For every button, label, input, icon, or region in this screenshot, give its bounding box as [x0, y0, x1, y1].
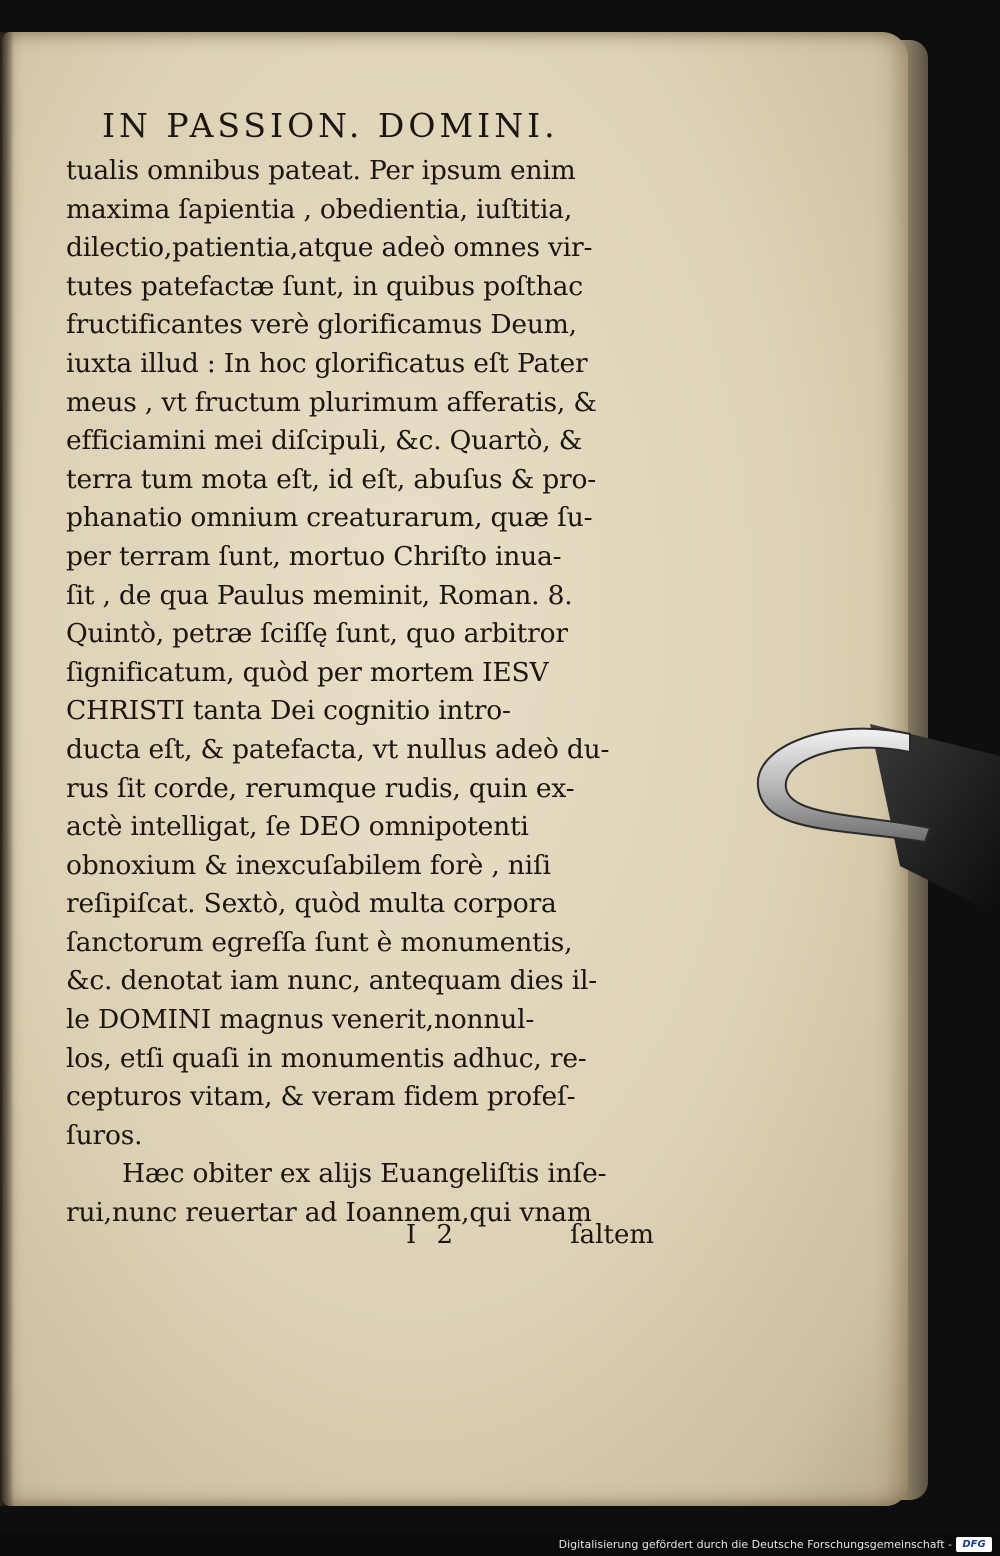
text-line: &c. denotat iam nunc, antequam dies il- — [66, 965, 598, 997]
clip-bar — [870, 724, 1000, 916]
text-line: fructificantes verè glorificamus Deum, — [66, 309, 577, 341]
page-text — [66, 104, 666, 1233]
text-line: per terram ſunt, mortuo Chriſto inua- — [66, 540, 562, 572]
text-line: tutes patefactæ ſunt, in quibus poſthac — [66, 270, 583, 302]
text-line: actè intelligat, ſe DEO omnipotenti — [66, 811, 529, 843]
text-line: meus , vt fructum plurimum afferatis, & — [66, 386, 597, 418]
text-line: ſit , de qua Paulus meminit, Roman. 8. — [66, 579, 573, 611]
footer-bar — [0, 1534, 1000, 1556]
page-clip — [750, 716, 1000, 926]
text-line: los, etſi quaſi in monumentis adhuc, re- — [66, 1042, 587, 1074]
text-line: cepturos vitam, & veram fidem profeſ- — [66, 1081, 576, 1113]
text-line: Hæc obiter ex alijs Euangeliſtis inſe- — [122, 1158, 607, 1190]
dfg-logo: DFG — [956, 1537, 992, 1552]
text-line: terra tum mota eſt, id eſt, abuſus & pro- — [66, 463, 597, 495]
text-line: phanatio omnium creaturarum, quæ ſu- — [66, 502, 593, 534]
text-line: tualis omnibus pateat. Per ipsum enim — [66, 155, 576, 186]
text-line: ſuros. — [66, 1119, 143, 1151]
text-line: ſanctorum egreſſa ſunt è monumentis, — [66, 926, 573, 958]
text-line: rus ſit corde, rerumque rudis, quin ex- — [66, 772, 575, 804]
paragraph-1 — [66, 152, 666, 1155]
catchword: ſaltem — [570, 1220, 654, 1250]
signature-mark: I 2 — [406, 1220, 460, 1250]
running-head: IN PASSION. DOMINI. — [102, 106, 559, 145]
text-line: efficiamini mei diſcipuli, &c. Quartò, & — [66, 425, 583, 457]
text-line: Quintò, petræ ſciſſę ſunt, quo arbitror — [66, 618, 568, 650]
text-line: ſignificatum, quòd per mortem IESV — [66, 656, 549, 688]
text-line: obnoxium & inexcuſabilem forè , niſi — [66, 849, 551, 881]
text-line: maxima ſapientia , obedientia, iuſtitia, — [66, 193, 573, 225]
text-line: ducta eſt, & patefacta, vt nullus adeò du- — [66, 733, 610, 765]
text-line: reſipiſcat. Sextò, quòd multa corpora — [66, 888, 557, 920]
signature-line — [66, 1220, 654, 1260]
text-line: rui,nunc reuertar ad Ioannem,qui vnam — [66, 1197, 592, 1229]
text-line: iuxta illud : In hoc glorificatus eſt Pater — [66, 347, 588, 379]
text-line: CHRISTI tanta Dei cognitio intro- — [66, 695, 511, 727]
text-line: le DOMINI magnus venerit,nonnul- — [66, 1004, 535, 1036]
page-gutter — [0, 32, 14, 1506]
text-line: dilectio,patientia,atque adeò omnes vir- — [66, 232, 593, 264]
footer-credit: Digitalisierung gefördert durch die Deutsche Forschungsgemeinschaft - — [558, 1538, 952, 1551]
